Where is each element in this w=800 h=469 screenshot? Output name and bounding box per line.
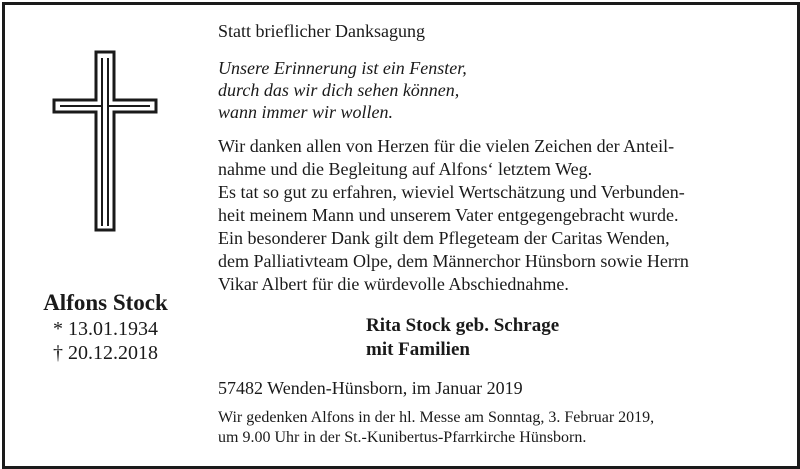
- mass-notice-line: um 9.00 Uhr in der St.-Kunibertus-Pfarrkirche Hünsborn.: [218, 429, 587, 446]
- body-line: heit meinem Mann und unserem Vater entgegengebracht wurde.: [218, 205, 679, 225]
- death-date: † 20.12.2018: [53, 342, 158, 364]
- poem-line: wann immer wir wollen.: [218, 102, 394, 122]
- body-line: Wir danken allen von Herzen für die vielen Zeichen der Anteil-: [218, 136, 675, 156]
- poem-line: Unsere Erinnerung ist ein Fenster,: [218, 58, 467, 78]
- mass-notice-line: Wir gedenken Alfons in der hl. Messe am Sonntag, 3. Februar 2019,: [218, 409, 655, 426]
- body-line: Es tat so gut zu erfahren, wieviel Wertschätzung und Verbunden-: [218, 182, 685, 202]
- poem-line: durch das wir dich sehen können,: [218, 80, 460, 100]
- heading: Statt brieflicher Danksagung: [218, 21, 425, 41]
- body-line: nahme und die Begleitung auf Alfons‘ letztem Weg.: [218, 159, 593, 179]
- signature-line: Rita Stock geb. Schrage: [366, 315, 560, 336]
- deceased-name: Alfons Stock: [43, 290, 168, 315]
- body-line: Vikar Albert für die würdevolle Abschiednahme.: [218, 274, 569, 294]
- body-line: Ein besonderer Dank gilt dem Pflegeteam der Caritas Wenden,: [218, 228, 670, 248]
- cross-icon: [52, 50, 158, 232]
- body-line: dem Palliativteam Olpe, dem Männerchor Hünsborn sowie Herrn: [218, 251, 689, 271]
- place-date: 57482 Wenden-Hünsborn, im Januar 2019: [218, 378, 523, 398]
- signature-line: mit Familien: [366, 339, 470, 360]
- birth-date: * 13.01.1934: [53, 318, 158, 340]
